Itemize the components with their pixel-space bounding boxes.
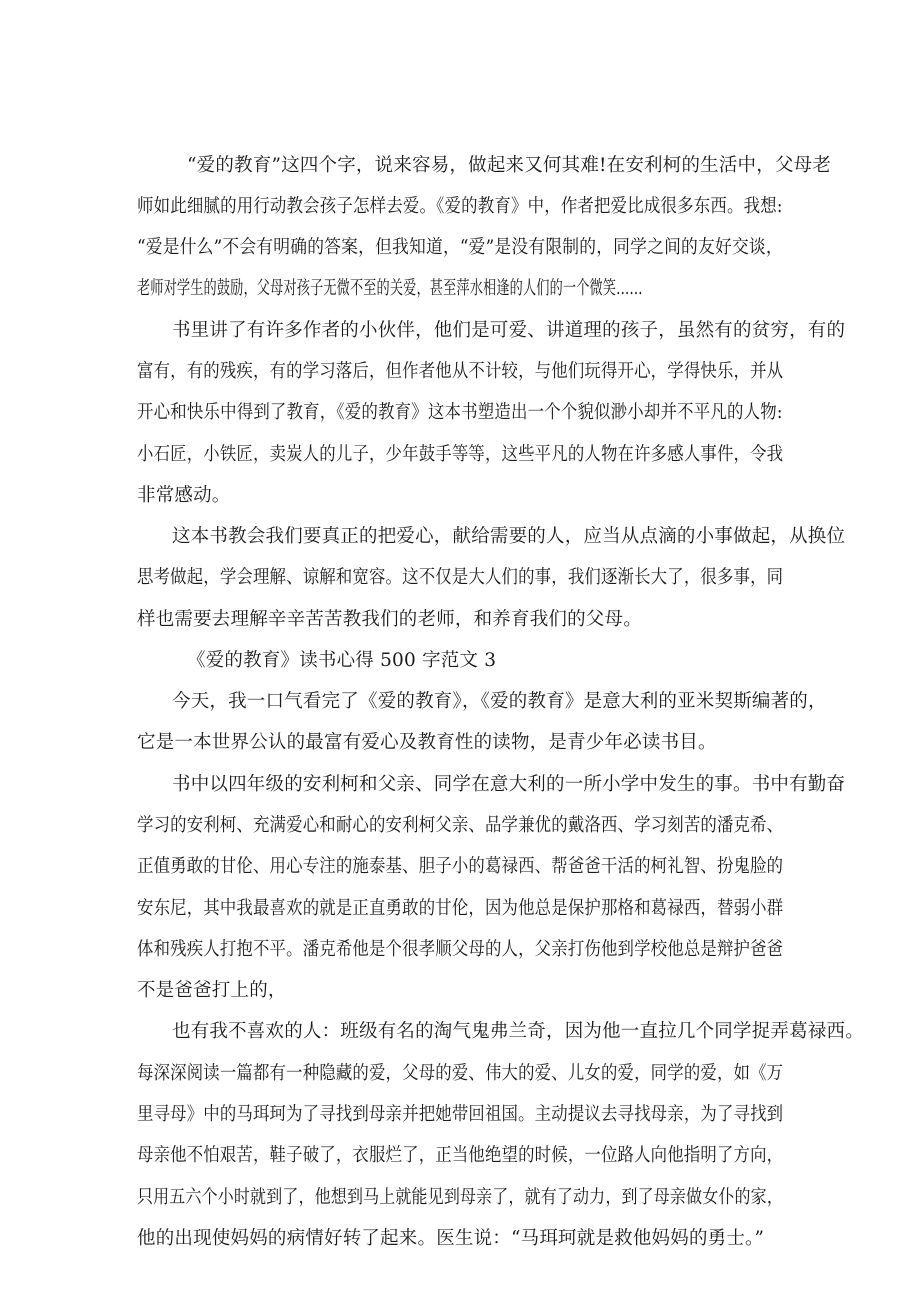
text-line: “爱是什么”不会有明确的答案，但我知道，“爱”是没有限制的，同学之间的友好交谈， [137, 237, 783, 258]
text-line: 这本书教会我们要真正的把爱心，献给需要的人，应当从点滴的小事做起，从换位 [172, 526, 846, 547]
text-line: 开心和快乐中得到了教育，《爱的教育》这本书塑造出一个个貌似渺小却并不平凡的人物: [137, 402, 783, 423]
text-line: 不是爸爸打上的， [137, 980, 287, 1001]
text-line: 今天，我一口气看完了《爱的教育》，《爱的教育》是意大利的亚米契斯编著的， [172, 691, 827, 712]
text-line: 富有，有的残疾，有的学习落后，但作者他从不计较，与他们玩得开心，学得快乐，并从 [137, 361, 784, 382]
text-line: 母亲他不怕艰苦，鞋子破了，衣服烂了，正当他绝望的时候，一位路人向他指明了方向， [137, 1145, 784, 1166]
text-line: 样也需要去理解辛辛苦苦教我们的老师，和养育我们的父母。 [137, 609, 642, 630]
text-line: 体和残疾人打抱不平。潘克希他是个很孝顺父母的人，父亲打伤他到学校他总是辩护爸爸 [137, 939, 784, 960]
text-line: 书里讲了有许多作者的小伙伴，他们是可爱、讲道理的孩子，虽然有的贫穷，有的 [172, 320, 846, 341]
text-line: 它是一本世界公认的最富有爱心及教育性的读物，是青少年必读书目。 [137, 732, 717, 753]
text-line: “爱的教育”这四个字，说来容易，做起来又何其难!在安利柯的生活中，父母老 [187, 155, 832, 176]
text-line: 里寻母》中的马珥珂为了寻找到母亲并把她带回祖国。主动提议去寻找母亲，为了寻找到 [137, 1104, 784, 1125]
text-line: 非常感动。 [137, 485, 231, 506]
text-line: 也有我不喜欢的人：班级有名的淘气鬼弗兰奇，因为他一直拉几个同学捉弄葛禄西。 [172, 1021, 864, 1042]
text-line: 每深深阅读一篇都有一种隐藏的爱，父母的爱、伟大的爱、儿女的爱，同学的爱，如《万 [137, 1063, 784, 1084]
text-line: 书中以四年级的安利柯和父亲、同学在意大利的一所小学中发生的事。书中有勤奋 [172, 774, 846, 795]
text-line: 师如此细腻的用行动教会孩子怎样去爱。《爱的教育》中，作者把爱比成很多东西。我想: [137, 196, 783, 217]
section-heading: 《爱的教育》读书心得 500 字范文 3 [187, 650, 497, 671]
text-line: 学习的安利柯、充满爱心和耐心的安利柯父亲、品学兼优的戴洛西、学习刻苦的潘克希、 [137, 815, 784, 836]
text-line: 只用五六个小时就到了，他想到马上就能见到母亲了，就有了动力，到了母亲做女仆的家， [137, 1187, 783, 1208]
text-line: 正值勇敢的甘伦、用心专注的施泰基、胆子小的葛禄西、帮爸爸干活的柯礼智、扮鬼脸的 [137, 856, 784, 877]
text-line: 安东尼，其中我最喜欢的就是正直勇敢的甘伦，因为他总是保护那格和葛禄西，替弱小群 [137, 898, 784, 919]
text-line: 老师对学生的鼓励，父母对孩子无微不至的关爱，甚至萍水相逢的人们的一个微笑…… [137, 278, 643, 299]
text-line: 他的出现使妈妈的病情好转了起来。医生说：“马珥珂就是救他妈妈的勇士。” [137, 1228, 765, 1249]
text-line: 思考做起，学会理解、谅解和宽容。这不仅是大人们的事，我们逐渐长大了，很多事，同 [137, 567, 784, 588]
text-line: 小石匠，小铁匠，卖炭人的儿子，少年鼓手等等，这些平凡的人物在许多感人事件，令我 [137, 444, 784, 465]
